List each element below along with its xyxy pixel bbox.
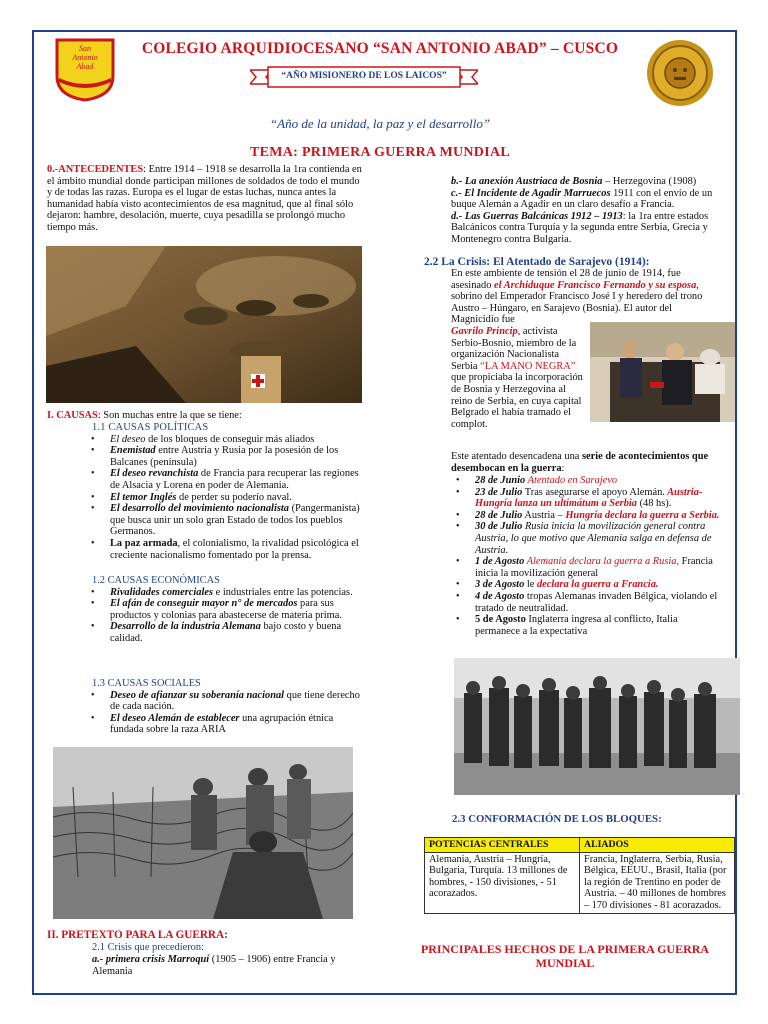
economicas-title: 1.2 CAUSAS ECONÓMICAS xyxy=(92,575,220,586)
crest-line: Abad xyxy=(76,62,94,71)
causas-label: I. CAUSAS xyxy=(47,410,98,421)
banner-text: “AÑO MISIONERO DE LOS LAICOS” xyxy=(281,71,447,81)
sarajevo-intro: En este ambiente de tensión el 28 de junio de 1914, fue asesinado el Archiduque Francisco Fernando y su esposa, sobrino del Emperador Francisco José I y heredero del trono Austro – Húngaro, en Sarajevo (Bosnia). El autor del Magnicidio fue xyxy=(451,268,703,326)
list-item: • El deseo revanchista de Francia para recuperar las regiones de Alsacia y Lorena en poder de Alemania. xyxy=(110,468,364,491)
list-item: • El deseo de los bloques de conseguir más aliados xyxy=(110,434,364,446)
event-item: • 1 de Agosto Alemania declara la guerra a Rusia, Francia inicia la movilización general xyxy=(475,556,721,579)
event-item: • 28 de Junio Atentado en Sarajevo xyxy=(475,475,721,487)
school-crest xyxy=(55,38,115,102)
politicas-title: 1.1 CAUSAS POLÍTICAS xyxy=(92,422,209,433)
year-motto: “Año de la unidad, la paz y el desarrollo” xyxy=(269,116,491,131)
motto-banner xyxy=(250,66,478,88)
crisis-bcd xyxy=(451,176,715,246)
school-name: COLEGIO ARQUIDIOCESANO “SAN ANTONIO ABAD” – CUSCO xyxy=(141,40,619,57)
causas-economicas xyxy=(92,575,364,645)
sociales-title: 1.3 CAUSAS SOCIALES xyxy=(92,678,201,689)
page-title: TEMA: PRIMERA GUERRA MUNDIAL xyxy=(249,145,510,160)
sarajevo-title: 2.2 La Crisis: El Atentado de Sarajevo (1914): xyxy=(424,256,650,268)
antecedentes-label: 0.-ANTECEDENTES xyxy=(47,164,144,175)
event-item: • 28 de Julio Austria – Hungría declara la guerra a Serbia. xyxy=(475,510,721,522)
table-header: POTENCIAS CENTRALES xyxy=(425,838,580,853)
marching-troops-photo xyxy=(454,658,740,795)
event-item: • 5 de Agosto Inglaterra ingresa al conflicto, Italia permanece a la expectativa xyxy=(475,614,721,637)
antecedentes xyxy=(47,164,365,234)
sarajevo-body: Gavrilo Princip, activista Serbio-Bosnio, miembro de la organización Nacionalista Serbia “LA MANO NEGRA” que propiciaba la incorporación de Bosnia y Herzegovina al reino de Serbia, en cuya capital Belgrado el había tramado el complot. xyxy=(451,326,583,430)
event-item: • 3 de Agosto le declara la guerra a Francia. xyxy=(475,579,721,591)
list-item: • El deseo Alemán de establecer una agrupación étnica fundada sobre la raza ARIA xyxy=(110,713,364,736)
causas-politicas xyxy=(92,422,364,561)
causas-intro xyxy=(47,410,365,422)
causas-text: : Son muchas entre la que se tiene: xyxy=(97,410,242,421)
crisis-c: c.- El Incidente de Agadir Marruecos 1911 con el envío de un buque Alemán a Agadir en un claro desafío a Francia. xyxy=(451,187,713,211)
barbed-wire-photo xyxy=(53,747,353,919)
crisis-title: 2.1 Crisis que precedieron: xyxy=(92,942,204,953)
bloques-title: 2.3 CONFORMACIÓN DE LOS BLOQUES: xyxy=(452,813,662,825)
causas-sociales xyxy=(92,678,364,736)
series-intro: Este atentado desencadena una serie de acontecimientos que desembocan en la guerra: xyxy=(451,451,709,474)
list-item: • La paz armada, el colonialismo, la rivalidad psicológica el creciente nacionalismo fomentado por la prensa. xyxy=(110,538,364,561)
events-list xyxy=(451,475,721,637)
crest-line: Antonio xyxy=(72,53,98,62)
list-item: • El desarrollo del movimiento nacionalista (Pangermanista) que busca unir un solo gran Estado de todos los pueblos Germanos. xyxy=(110,503,364,538)
blocks-table xyxy=(424,837,735,914)
list-item: • El afán de conseguir mayor n° de mercados para sus productos y colonias para abastecerse de materia prima. xyxy=(110,598,364,621)
event-item: • 4 de Agosto tropas Alemanas invaden Bélgica, violando el tratado de neutralidad. xyxy=(475,591,721,614)
crest-line: San xyxy=(79,44,91,53)
list-item: • El temor Inglés de perder su poderío naval. xyxy=(110,492,364,504)
hechos-title: PRINCIPALES HECHOS DE LA PRIMERA GUERRA MUNDIAL xyxy=(420,942,710,970)
list-item: • Enemistad entre Austria y Rusia por la posesión de los Balcanes (península) xyxy=(110,445,364,468)
event-item: • 30 de Julio Rusia inicia la movilización general contra Austria, lo que motivo que Alemania salga en defensa de Austria. xyxy=(475,521,721,556)
crisis-b: b.- La anexión Austriaca de Bosnia – Herzegovina (1908) xyxy=(451,176,697,187)
crisis-a: a.- primera crisis Marroquí (1905 – 1906) entre Francia y Alemania xyxy=(92,954,336,977)
table-cell: Alemania, Austria – Hungría, Bulgaria, Turquía. 13 millones de hombres, - 150 divisiones, - 51 acorazados. xyxy=(425,852,580,913)
antecedentes-text: : Entre 1914 – 1918 se desarrolla la 1ra contienda en el ámbito mundial donde participan millones de soldados de todo el mundo y de todas las razas. Europa es el lugar de estas luchas, nunca antes la humanidad había visto acontecimientos de esa magnitud, que al final sólo dejaron: hambre, desolación, muerte, cuya pesadilla se prolongó mucho tiempo más. xyxy=(47,164,362,233)
trench-painting xyxy=(46,246,362,403)
table-header: ALIADOS xyxy=(580,838,735,853)
sarajevo-assassination-image xyxy=(590,322,735,422)
crisis-d: d.- Las Guerras Balcánicas 1912 – 1913: la 1ra entre estados Balcánicos contra Turquía y la segunda entre Serbia, Grecia y Montenegro contra Bulgaria. xyxy=(451,210,709,245)
list-item: • Rivalidades comerciales e industriales entre las potencias. xyxy=(110,587,364,599)
list-item: • Desarrollo de la industria Alemana bajo costo y buena calidad. xyxy=(110,621,364,644)
event-item: • 23 de Julio Tras asegurarse el apoyo Alemán. Austria-Hungría lanza un ultimátum a Serbia (48 hs). xyxy=(475,487,721,510)
pretexto-title: II. PRETEXTO PARA LA GUERRA: xyxy=(47,929,228,941)
table-cell: Francia, Inglaterra, Serbia, Rusia, Bélgica, EEUU., Brasil, Italia (por la región de Trentino en poder de Austria. – 40 millones de hombres – 170 divisiones - 81 acorazados. xyxy=(580,852,735,913)
list-item: • Deseo de afianzar su soberanía nacional que tiene derecho de cada nación. xyxy=(110,690,364,713)
inca-sun-emblem xyxy=(645,38,715,108)
